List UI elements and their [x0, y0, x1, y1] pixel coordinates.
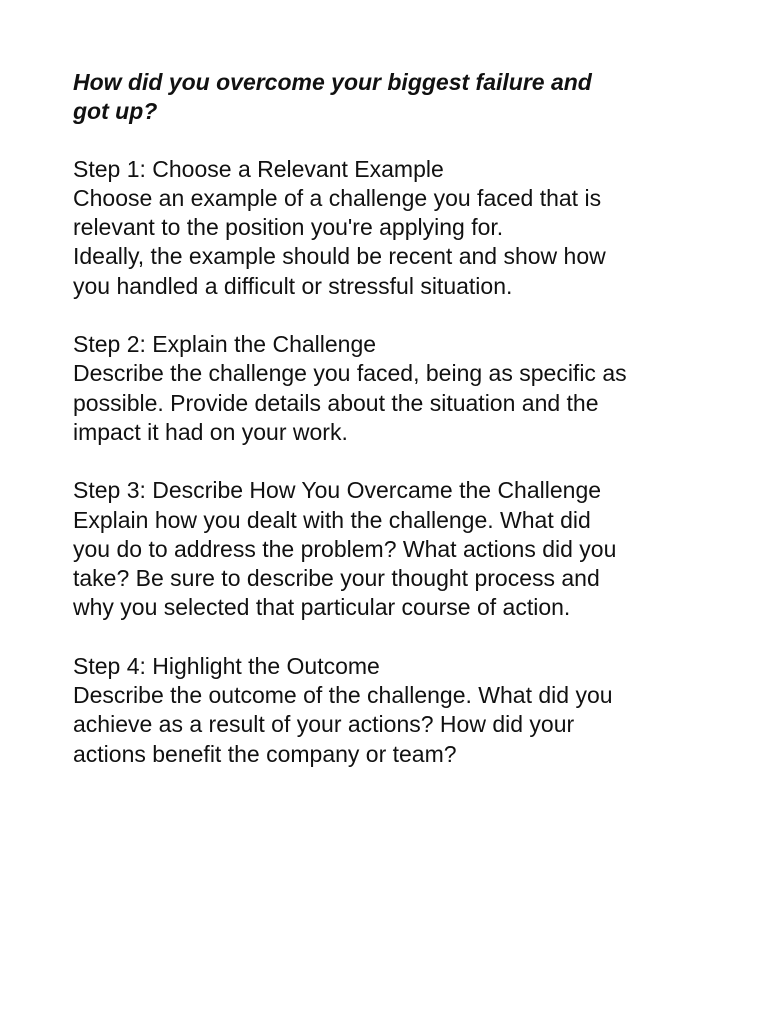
step-4-heading: Step 4: Highlight the Outcome [73, 652, 380, 679]
document-title [73, 68, 713, 127]
title-line: How did you overcome your biggest failure and [73, 69, 592, 95]
step-1-text-line: Choose an example of a challenge you faced that is [73, 184, 602, 211]
step-2-text-line: Describe the challenge you faced, being as specific as [73, 360, 627, 387]
step-2-heading: Step 2: Explain the Challenge [73, 331, 377, 358]
step-2-section [73, 330, 713, 447]
step-1-text-line: relevant to the position you're applying for. [73, 214, 504, 241]
step-3-text-line: you do to address the problem? What actions did you [73, 535, 617, 562]
step-4-text-line: actions benefit the company or team? [73, 740, 457, 767]
step-2-text-line: impact it had on your work. [73, 418, 348, 445]
step-4-section [73, 652, 713, 769]
document-page [73, 68, 713, 798]
step-4-text-line: Describe the outcome of the challenge. What did you [73, 682, 613, 709]
step-3-section [73, 476, 713, 622]
step-3-heading: Step 3: Describe How You Overcame the Challenge [73, 477, 602, 504]
step-3-text-line: Explain how you dealt with the challenge. What did [73, 506, 591, 533]
step-2-text-line: possible. Provide details about the situation and the [73, 389, 599, 416]
title-line: got up? [73, 98, 158, 125]
step-1-text-line: you handled a difficult or stressful situation. [73, 272, 513, 299]
step-3-text-line: why you selected that particular course of action. [73, 594, 571, 621]
step-1-heading: Step 1: Choose a Relevant Example [73, 155, 444, 182]
step-3-text-line: take? Be sure to describe your thought process and [73, 565, 600, 592]
step-1-text-line: Ideally, the example should be recent and show how [73, 243, 606, 270]
step-4-text-line: achieve as a result of your actions? How did your [73, 711, 575, 738]
step-1-section [73, 155, 713, 301]
